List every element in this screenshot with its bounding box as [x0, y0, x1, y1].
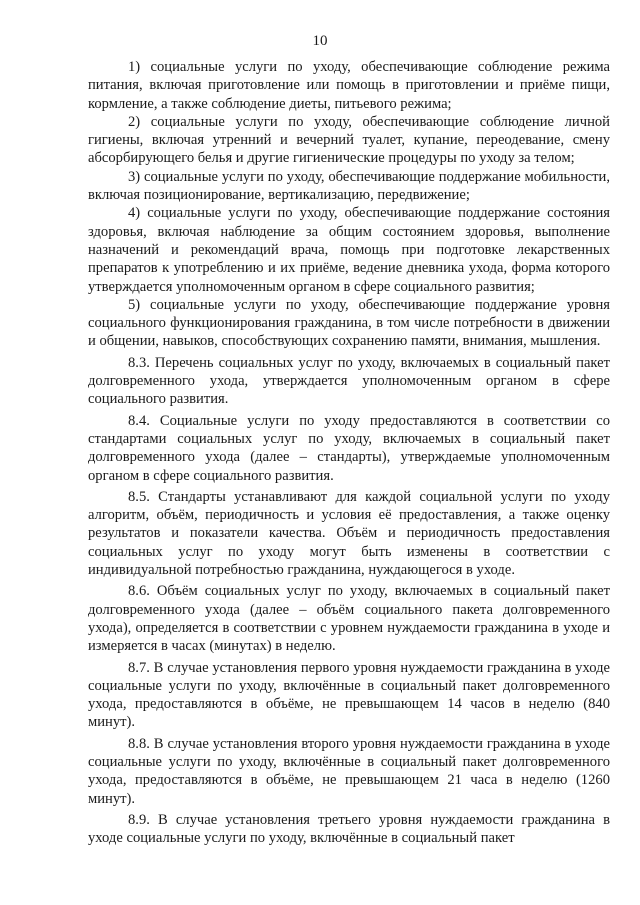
document-body — [88, 58, 610, 847]
paragraph-8-4: 8.4. Социальные услуги по уходу предоставляются в соответствии со стандартами социальных услуг по уходу, включаемых в социальный пакет долговременного ухода (далее – стандарты), утверждаемые уполномоченным органом в сфере социального развития. — [88, 412, 610, 484]
paragraph-8-8: 8.8. В случае установления второго уровня нуждаемости гражданина в уходе социальные услуги по уходу, включённые в социальный пакет долговременного ухода, предоставляются в объёме, не превышающем 21 часа в неделю (1260 минут). — [88, 735, 610, 807]
paragraph-8-9: 8.9. В случае установления третьего уровня нуждаемости гражданина в уходе социальные услуги по уходу, включённые в социальный пакет — [88, 811, 610, 847]
paragraph-item-3: 3) социальные услуги по уходу, обеспечивающие поддержание мобильности, включая позиционирование, вертикализацию, передвижение; — [88, 168, 610, 204]
paragraph-8-7: 8.7. В случае установления первого уровня нуждаемости гражданина в уходе социальные услуги по уходу, включённые в социальный пакет долговременного ухода, предоставляются в объёме, не превышающем 14 часов в неделю (840 минут). — [88, 659, 610, 731]
paragraph-8-5: 8.5. Стандарты устанавливают для каждой социальной услуги по уходу алгоритм, объём, периодичность и условия её предоставления, а также оценку результатов и показатели качества. Объём и периодичность предоставления социальных услуг по уходу могут быть изменены в соответствии с индивидуальной потребностью гражданина, нуждающегося в уходе. — [88, 488, 610, 579]
paragraph-item-5: 5) социальные услуги по уходу, обеспечивающие поддержание уровня социального функционирования гражданина, в том числе потребности в движении и общении, навыков, способствующих сохранению памяти, внимания, мышления. — [88, 296, 610, 350]
paragraph-8-3: 8.3. Перечень социальных услуг по уходу, включаемых в социальный пакет долговременного ухода, утверждается уполномоченным органом в сфере социального развития. — [88, 354, 610, 408]
paragraph-item-2: 2) социальные услуги по уходу, обеспечивающие соблюдение личной гигиены, включая утренний и вечерний туалет, купание, переодевание, смену абсорбирующего белья и другие гигиенические процедуры по уходу за телом; — [88, 113, 610, 167]
paragraph-item-1: 1) социальные услуги по уходу, обеспечивающие соблюдение режима питания, включая приготовление или помощь в приготовлении и приёме пищи, кормление, а также соблюдение диеты, питьевого режима; — [88, 59, 610, 112]
paragraph-item-4: 4) социальные услуги по уходу, обеспечивающие поддержание состояния здоровья, включая наблюдение за общим состоянием здоровья, выполнение назначений и рекомендаций врача, помощь при подготовке лекарственных препаратов к употреблению и их приёме, ведение дневника ухода, форма которого утверждается уполномоченным органом в сфере социального развития; — [88, 205, 610, 295]
paragraph-8-6: 8.6. Объём социальных услуг по уходу, включаемых в социальный пакет долговременного ухода (далее – объём социального пакета долговременного ухода), определяется в соответствии с уровнем нуждаемости гражданина в уходе и измеряется в часах (минутах) в неделю. — [88, 583, 610, 655]
page-number: 10 — [312, 33, 328, 49]
